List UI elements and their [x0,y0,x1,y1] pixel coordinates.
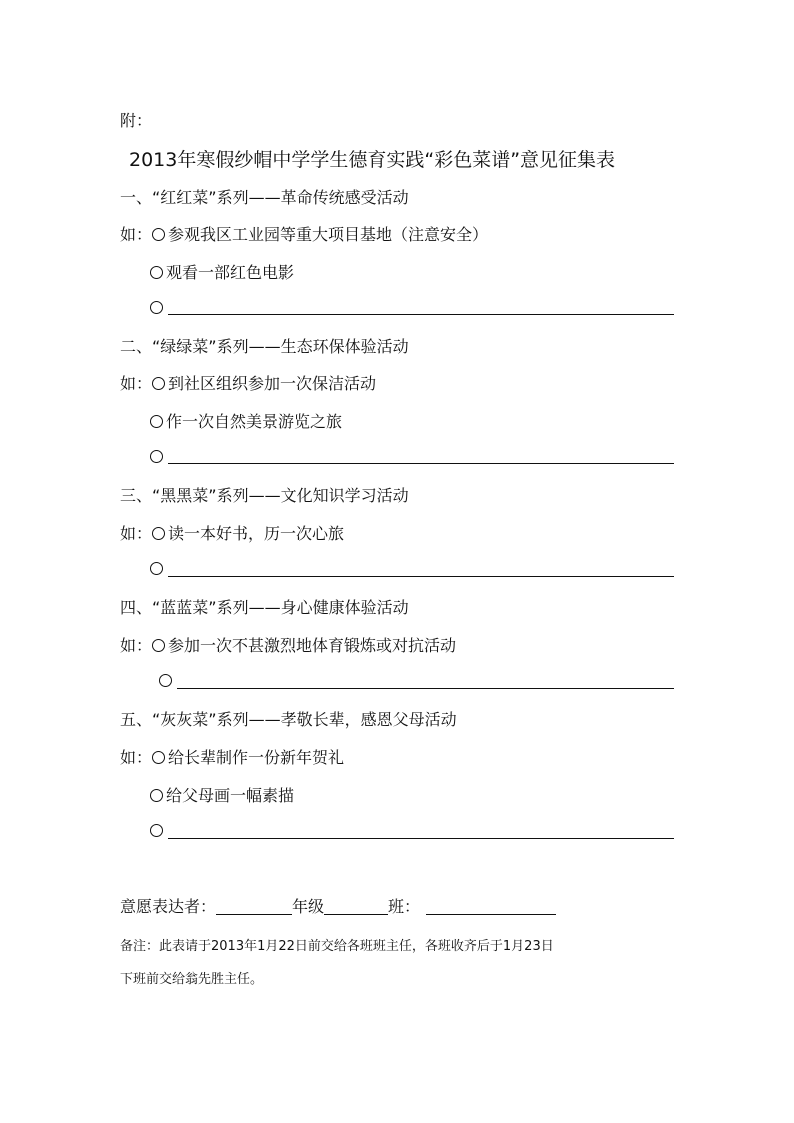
option-row [150,783,294,806]
signer-label: 意愿表达者： [120,897,217,916]
radio-circle-icon[interactable] [152,639,165,652]
example-prefix: 如： [120,524,153,543]
signer-name-field[interactable] [216,898,292,915]
custom-option-row [150,298,166,317]
example-prefix: 如： [120,748,153,767]
option-label: 到社区组织参加一次保洁活动 [168,374,377,393]
radio-circle-icon[interactable] [150,450,163,463]
radio-circle-icon[interactable] [152,751,165,764]
grade-field[interactable] [324,898,388,915]
example-prefix: 如： [120,225,153,244]
fill-in-line[interactable] [168,838,674,839]
custom-option-row [150,821,166,840]
option-row [120,745,344,768]
custom-option-row [150,559,166,578]
option-row [120,222,488,245]
section-heading-2: 二、“绿绿菜”系列——生态环保体验活动 [120,337,409,356]
option-label: 参加一次不甚激烈地体育锻炼或对抗活动 [168,636,457,655]
radio-circle-icon[interactable] [152,228,165,241]
option-row [120,633,456,656]
option-label: 读一本好书，历一次心旅 [168,524,345,543]
radio-circle-icon[interactable] [152,527,165,540]
note-line-1: 备注：此表请于2013年1月22日前交给各班班主任，各班收齐后于1月23日 [120,939,554,954]
fill-in-line[interactable] [177,688,674,689]
radio-circle-icon[interactable] [150,415,163,428]
option-row [120,521,344,544]
note-line-2: 下班前交给翁先胜主任。 [120,972,264,987]
custom-option-row [150,447,166,466]
signer-row [120,894,556,917]
fill-in-line[interactable] [168,463,674,464]
section-heading-4: 四、“蓝蓝菜”系列——身心健康体验活动 [120,598,409,617]
radio-circle-icon[interactable] [159,674,172,687]
option-row [150,409,342,432]
radio-circle-icon[interactable] [150,301,163,314]
option-row [150,260,294,283]
option-label: 观看一部红色电影 [166,263,295,282]
class-label: 班： [388,897,421,916]
attach-label: 附： [120,111,153,130]
example-prefix: 如： [120,636,153,655]
grade-label: 年级 [292,897,325,916]
radio-circle-icon[interactable] [152,377,165,390]
radio-circle-icon[interactable] [150,789,163,802]
class-field[interactable] [426,898,556,915]
section-heading-5: 五、“灰灰菜”系列——孝敬长辈，感恩父母活动 [120,710,457,729]
custom-option-row [159,671,175,690]
radio-circle-icon[interactable] [150,266,163,279]
option-row [120,371,376,394]
option-label: 给父母画一幅素描 [166,786,295,805]
option-label: 给长辈制作一份新年贺礼 [168,748,345,767]
radio-circle-icon[interactable] [150,562,163,575]
section-heading-3: 三、“黑黑菜”系列——文化知识学习活动 [120,486,409,505]
option-label: 参观我区工业园等重大项目基地（注意安全） [168,225,489,244]
option-label: 作一次自然美景游览之旅 [166,412,343,431]
radio-circle-icon[interactable] [150,824,163,837]
fill-in-line[interactable] [168,576,674,577]
fill-in-line[interactable] [168,314,674,315]
section-heading-1: 一、“红红菜”系列——革命传统感受活动 [120,188,409,207]
example-prefix: 如： [120,374,153,393]
page-title: 2013年寒假纱帽中学学生德育实践“彩色菜谱”意见征集表 [129,149,616,171]
